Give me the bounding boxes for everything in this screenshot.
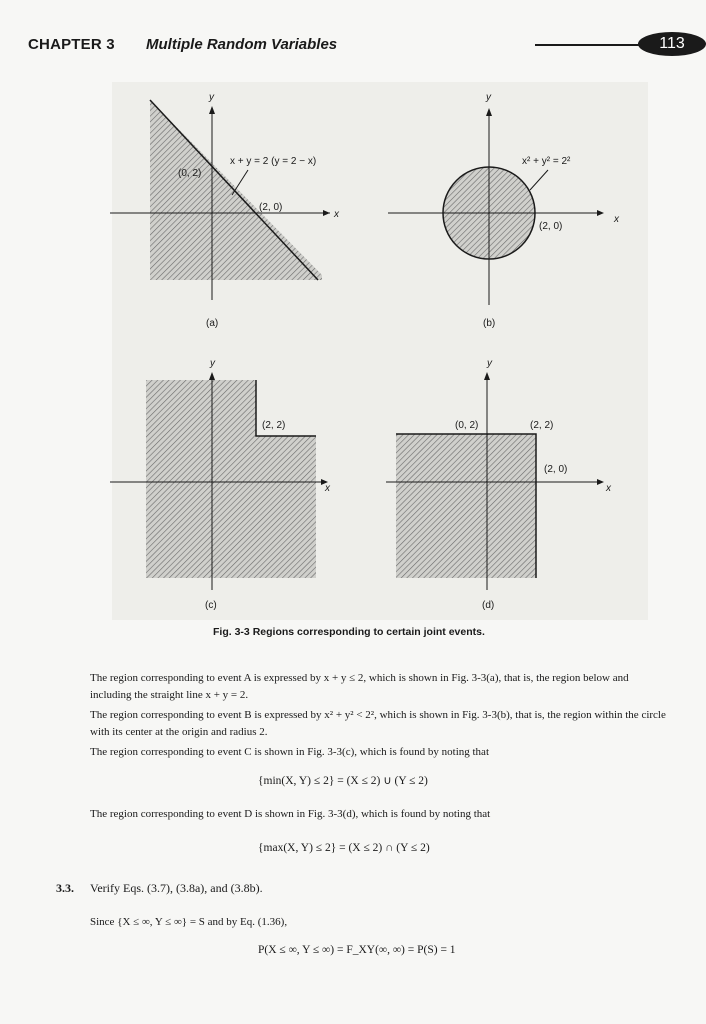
panel-a	[110, 92, 340, 329]
panel-b-label: (b)	[483, 318, 496, 329]
caption-text: Regions corresponding to certain joint events.	[252, 626, 485, 638]
panel-b-point-20: (2, 0)	[539, 221, 563, 232]
panel-b-leader	[530, 170, 548, 190]
panel-d-x-arrow	[597, 479, 604, 485]
chapter-title: Multiple Random Variables	[146, 36, 338, 53]
panel-b-circle-label: x² + y² = 2²	[522, 156, 571, 167]
panel-a-point-02: (0, 2)	[178, 168, 202, 179]
panel-c-y-label: y	[210, 358, 215, 369]
panel-b-region	[440, 165, 540, 265]
panel-b-y-arrow	[486, 108, 492, 116]
panel-d-point-22: (2, 2)	[530, 420, 554, 431]
panel-a-y-arrow	[209, 106, 215, 114]
problem-equation: P(X ≤ ∞, Y ≤ ∞) = F_XY(∞, ∞) = P(S) = 1	[258, 944, 456, 956]
panel-c-region	[146, 380, 316, 578]
panel-d-x-label: x	[606, 483, 611, 494]
panel-a-leader	[232, 170, 248, 195]
panel-d-y-arrow	[484, 372, 490, 380]
panel-d	[386, 358, 612, 611]
chapter-number: CHAPTER 3	[28, 36, 115, 53]
paragraph-event-c: The region corresponding to event C is shown in Fig. 3-3(c), which is found by noting that	[90, 746, 489, 758]
paragraph-event-d: The region corresponding to event D is shown in Fig. 3-3(d), which is found by noting that	[90, 808, 491, 820]
problem-intro: Since {X ≤ ∞, Y ≤ ∞} = S and by Eq. (1.36),	[90, 916, 288, 928]
panel-a-point-20: (2, 0)	[259, 202, 283, 213]
caption-label: Fig. 3-3	[213, 626, 250, 638]
panel-c-point-22: (2, 2)	[262, 420, 286, 431]
problem-number: 3.3.	[56, 881, 74, 895]
panel-d-region	[396, 434, 536, 578]
panel-a-x-label: x	[334, 209, 339, 220]
panel-c-y-arrow	[209, 372, 215, 380]
panel-a-x-arrow	[323, 210, 330, 216]
panel-d-y-label: y	[487, 358, 492, 369]
figure-caption	[213, 626, 485, 638]
panel-b	[388, 92, 620, 329]
paragraph-event-a: The region corresponding to event A is expressed by x + y ≤ 2, which is shown in Fig. 3-3(a), that is, the region below and including the straight line x + y = 2.	[90, 672, 629, 701]
paragraph-event-b: The region corresponding to event B is expressed by x² + y² < 2², which is shown in Fig. 3-3(b), that is, the region within the circle with its center at the origin and radius 2.	[90, 709, 666, 738]
panel-b-x-arrow	[597, 210, 604, 216]
panel-c-x-label: x	[325, 483, 330, 494]
page-number-badge: 113	[638, 32, 706, 56]
panel-a-y-label: y	[209, 92, 214, 103]
panel-c-label: (c)	[205, 600, 217, 611]
panel-d-label: (d)	[482, 600, 495, 611]
panel-a-label: (a)	[206, 318, 219, 329]
equation-min: {min(X, Y) ≤ 2} = (X ≤ 2) ∪ (Y ≤ 2)	[258, 775, 428, 787]
panel-b-x-label: x	[614, 214, 619, 225]
panel-c	[110, 358, 331, 611]
panel-d-point-02: (0, 2)	[455, 420, 479, 431]
equation-max: {max(X, Y) ≤ 2} = (X ≤ 2) ∩ (Y ≤ 2)	[258, 842, 430, 854]
panel-b-y-label: y	[486, 92, 491, 103]
problem-title: Verify Eqs. (3.7), (3.8a), and (3.8b).	[90, 881, 263, 895]
panel-d-point-20: (2, 0)	[544, 464, 568, 475]
panel-a-line-label: x + y = 2 (y = 2 − x)	[230, 156, 317, 167]
